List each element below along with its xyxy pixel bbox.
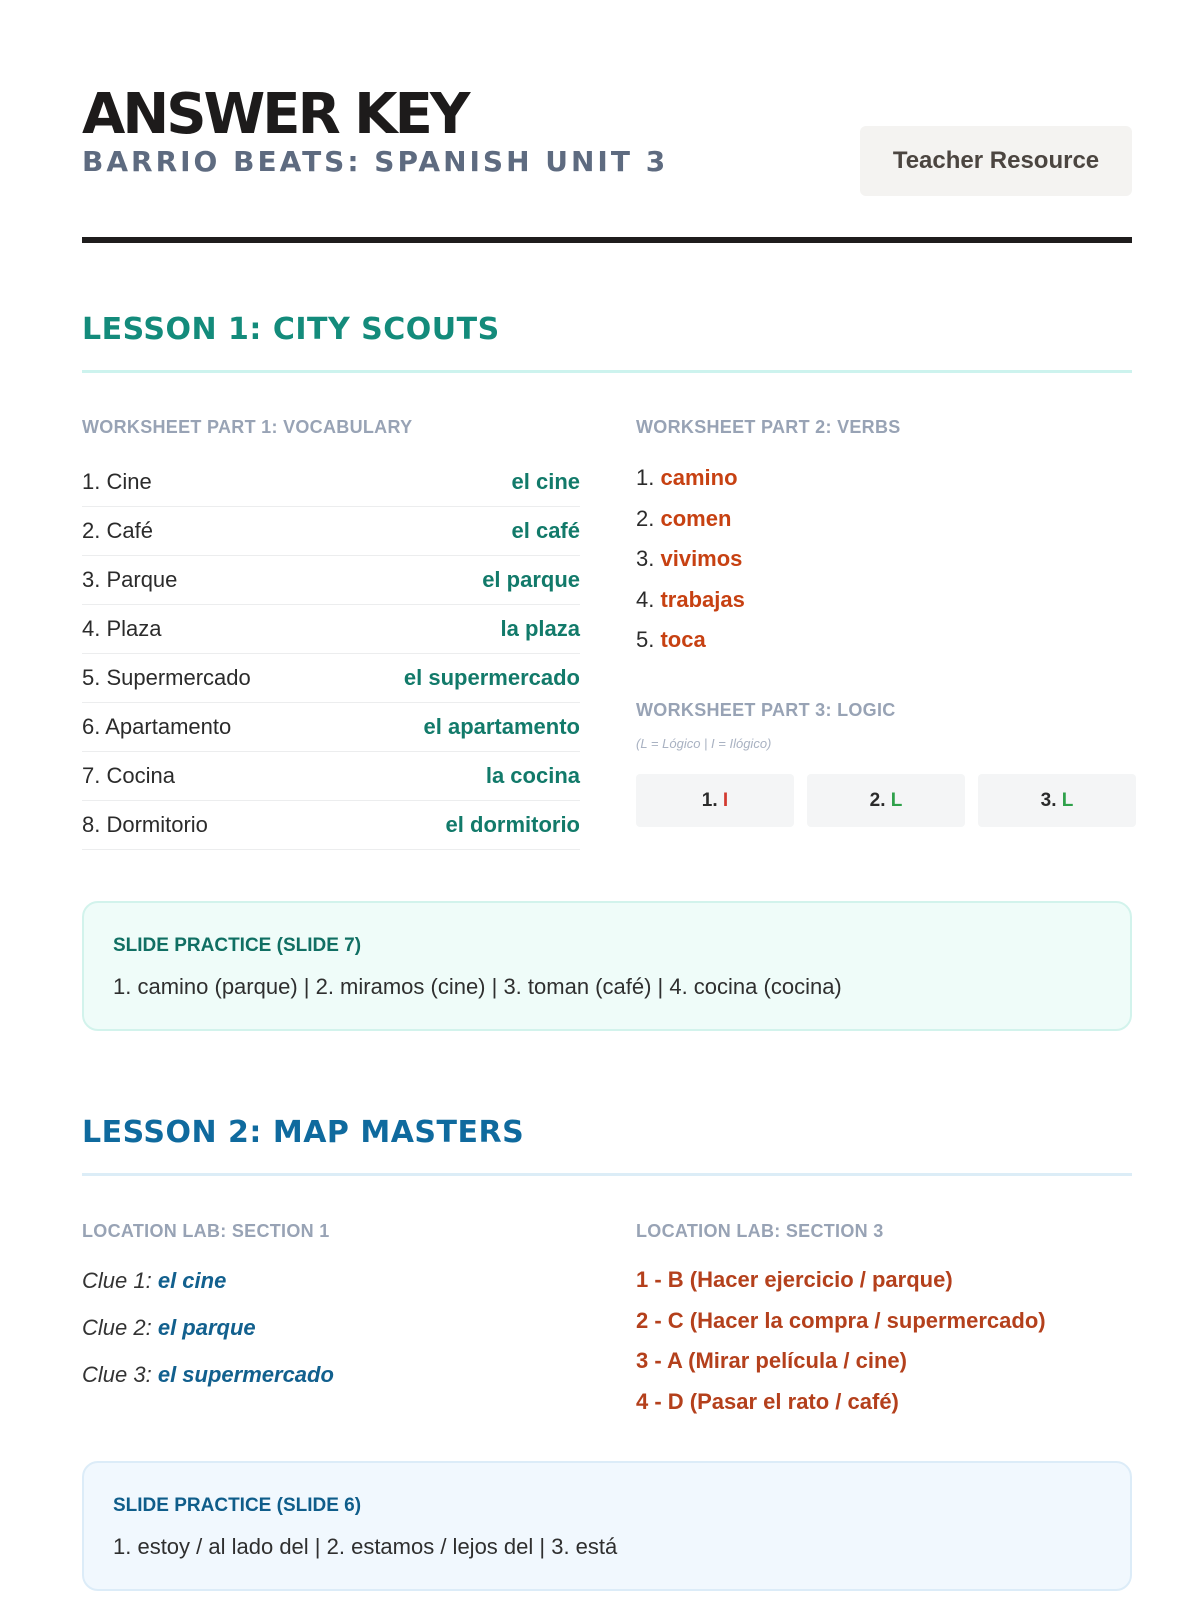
vocab-prompt: 1. Cine	[82, 469, 152, 494]
verb-number: 1.	[636, 465, 655, 490]
vocab-row	[82, 507, 580, 556]
verb-answer: toca	[660, 627, 706, 652]
slide-practice-label: SLIDE PRACTICE (SLIDE 6)	[113, 1495, 362, 1516]
vocab-section-label: WORKSHEET PART 1: VOCABULARY	[82, 417, 413, 437]
clue-answer: el parque	[157, 1315, 256, 1340]
verb-answer: vivimos	[660, 546, 743, 571]
logic-answer: L	[1061, 789, 1074, 811]
clue-answer: el supermercado	[157, 1362, 334, 1387]
header-divider	[82, 237, 1132, 243]
logic-answer: L	[890, 789, 903, 811]
vocab-prompt: 8. Dormitorio	[82, 812, 208, 837]
verb-item	[636, 539, 745, 580]
slide-practice-box-lesson2	[82, 1461, 1132, 1591]
verb-item	[636, 620, 745, 661]
vocab-row	[82, 458, 580, 507]
slide-practice-box-lesson1	[82, 901, 1132, 1031]
location-answer: 3 - A (Mirar película / cine)	[636, 1348, 907, 1373]
logic-answer-box	[807, 774, 965, 827]
vocab-answer: el supermercado	[403, 665, 580, 690]
vocab-answer: el café	[511, 518, 580, 543]
vocab-answer: el apartamento	[423, 714, 580, 739]
verb-item	[636, 458, 745, 499]
lesson1-divider	[82, 370, 1132, 373]
verb-item	[636, 580, 745, 621]
vocab-answer: el cine	[511, 469, 580, 494]
location-answer: 2 - C (Hacer la compra / supermercado)	[636, 1307, 1046, 1333]
slide-practice-text: 1. estoy / al lado del | 2. estamos / lejos del | 3. está	[113, 1534, 618, 1559]
location-section3-label: LOCATION LAB: SECTION 3	[636, 1221, 884, 1241]
vocab-row	[82, 654, 580, 703]
verb-number: 2.	[636, 505, 655, 531]
logic-number: 3.	[1040, 789, 1057, 811]
vocab-answer: el parque	[482, 567, 580, 592]
vocab-answer: la cocina	[485, 763, 580, 788]
logic-answer-box	[978, 774, 1136, 827]
vocab-row	[82, 801, 580, 850]
lesson1-title: LESSON 1: CITY SCOUTS	[82, 312, 500, 347]
vocab-prompt: 5. Supermercado	[82, 665, 251, 690]
location-section1-label: LOCATION LAB: SECTION 1	[82, 1221, 330, 1241]
vocab-answer: el dormitorio	[445, 812, 580, 837]
verb-number: 3.	[636, 546, 655, 571]
location-answer: 4 - D (Pasar el rato / café)	[636, 1388, 899, 1414]
slide-practice-label: SLIDE PRACTICE (SLIDE 7)	[113, 935, 362, 956]
clue-answer: el cine	[157, 1268, 227, 1293]
clue-label: Clue 2:	[82, 1315, 152, 1340]
verb-answer: camino	[660, 465, 738, 490]
clue-item	[82, 1362, 334, 1388]
vocab-prompt: 4. Plaza	[82, 616, 162, 641]
vocab-prompt: 3. Parque	[82, 567, 178, 592]
logic-legend-note: (L = Lógico | I = Ilógico)	[636, 736, 772, 751]
logic-number: 2.	[869, 789, 886, 811]
clue-label: Clue 3:	[82, 1362, 152, 1387]
logic-section-label: WORKSHEET PART 3: LOGIC	[636, 700, 896, 720]
clue-item	[82, 1268, 226, 1294]
page-title: ANSWER KEY	[82, 82, 468, 147]
vocab-list	[82, 458, 580, 850]
slide-practice-text: 1. camino (parque) | 2. miramos (cine) | 3. toman (café) | 4. cocina (cocina)	[113, 974, 842, 999]
verbs-list	[636, 458, 745, 661]
lesson2-divider	[82, 1173, 1132, 1176]
logic-answers	[636, 774, 1136, 827]
vocab-row	[82, 605, 580, 654]
logic-number: 1.	[701, 789, 718, 811]
vocab-row	[82, 703, 580, 752]
clue-label: Clue 1:	[82, 1268, 152, 1293]
verb-number: 5.	[636, 627, 655, 652]
vocab-prompt: 7. Cocina	[82, 763, 175, 788]
vocab-row	[82, 556, 580, 605]
page-subtitle: BARRIO BEATS: SPANISH UNIT 3	[82, 145, 669, 178]
teacher-resource-badge: Teacher Resource	[860, 126, 1132, 196]
logic-answer: I	[722, 789, 729, 811]
verb-item	[636, 499, 745, 540]
verb-answer: comen	[660, 505, 732, 531]
vocab-prompt: 6. Apartamento	[82, 714, 232, 739]
verb-answer: trabajas	[660, 586, 745, 612]
lesson2-title: LESSON 2: MAP MASTERS	[82, 1115, 525, 1150]
header	[82, 82, 1132, 182]
verb-number: 4.	[636, 586, 655, 612]
location-section3-list	[636, 1260, 1046, 1422]
vocab-row	[82, 752, 580, 801]
logic-answer-box	[636, 774, 794, 827]
clue-item	[82, 1315, 256, 1341]
verbs-section-label: WORKSHEET PART 2: VERBS	[636, 417, 901, 437]
location-answer: 1 - B (Hacer ejercicio / parque)	[636, 1267, 953, 1292]
vocab-prompt: 2. Café	[82, 518, 153, 543]
vocab-answer: la plaza	[500, 616, 580, 641]
